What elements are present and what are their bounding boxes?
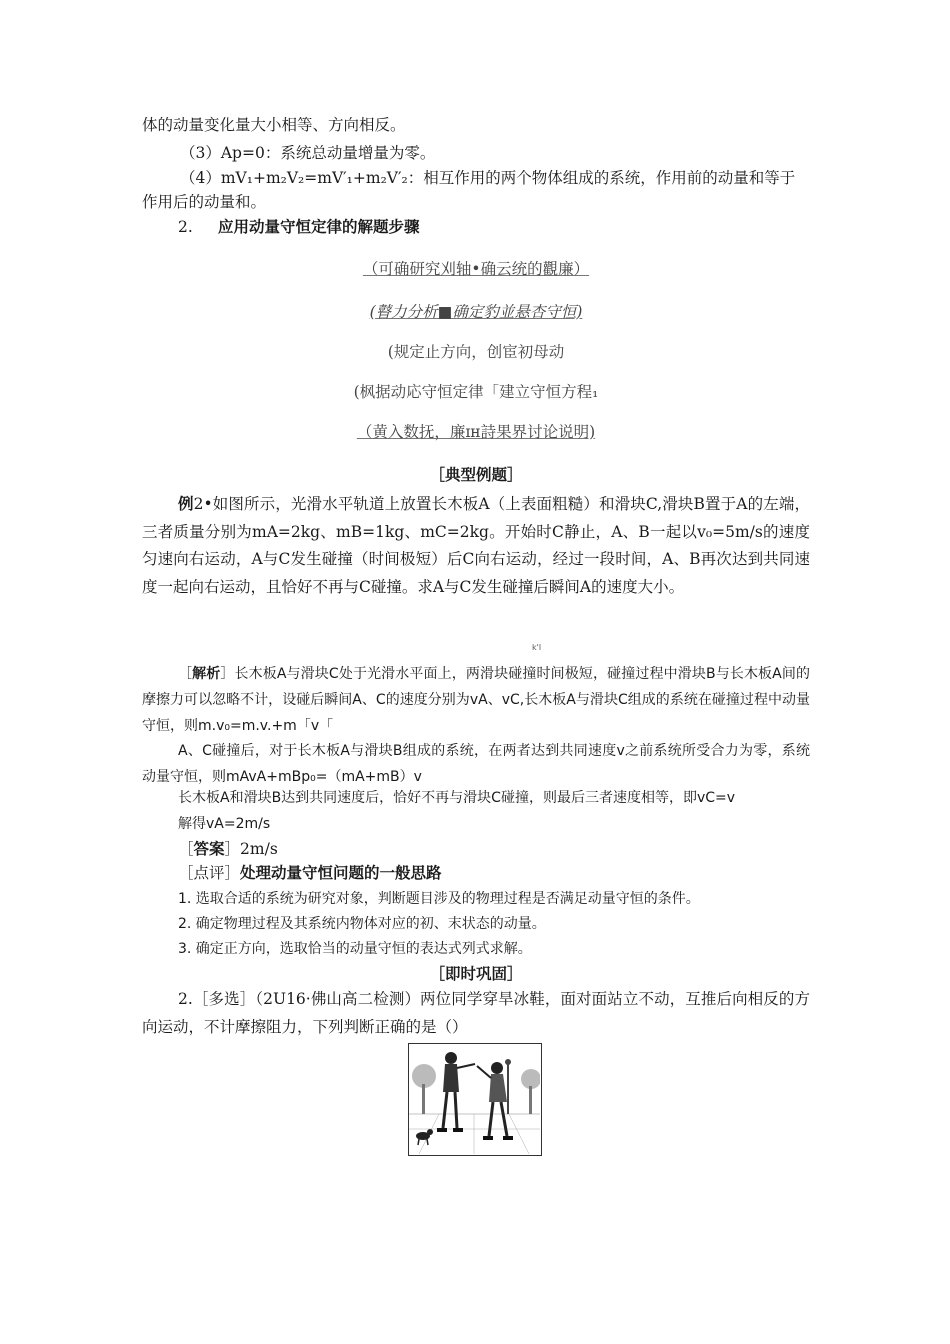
- answer-line: ［答案］2m/s: [178, 839, 278, 858]
- example-label: 例: [178, 494, 194, 513]
- comment-label: 点评: [193, 864, 225, 882]
- step-3-text: (规定止方向，创宦初母动: [387, 343, 565, 361]
- analysis-paragraph-3: 长木板A和滑块B达到共同速度后，恰好不再与滑块C碰撞，则最后三者速度相等，即vC=v: [178, 790, 736, 806]
- analysis-paragraph-2: A、C碰撞后，对于长木板A与滑块B组成的系统，在两者达到共同速度v之前系统所受合力为零，系统动量守恒，则mAvA+mBp₀=（mA+mB）v: [142, 743, 810, 785]
- example-heading: ［典型例题］: [429, 465, 523, 484]
- step-5: [142, 420, 810, 442]
- comment-line: ［点评］处理动量守恒问题的一般思路: [178, 863, 442, 882]
- stray-mark: k'l: [532, 643, 542, 652]
- analysis-result: 解得vA=2m/s: [178, 816, 271, 832]
- practice-heading: ［即时巩固］: [429, 964, 523, 983]
- analysis-label: 解析: [192, 666, 221, 682]
- text-line-4: 作用后的动量和。: [142, 193, 267, 211]
- text-line-2: （3）Ap=0：系统总动量增量为零。: [180, 144, 436, 162]
- section-heading: 应用动量守恒定律的解题步骤: [218, 217, 420, 236]
- step-3: [142, 340, 810, 362]
- text-line-3: （4）mV₁+m₂V₂=mV′₁+m₂V′₂：相互作用的两个物体组成的系统，作用前的动量和等于: [180, 169, 796, 187]
- step-2: [142, 300, 810, 322]
- text-line-1: 体的动量变化量大小相等、方向相反。: [142, 116, 406, 134]
- example-text: 2•如图所示，光滑水平轨道上放置长木板A（上表面粗糙）和滑块C,滑块B置于A的左端，三者质量分别为mA=2kg、mB=1kg、mC=2kg。开始时C静止，A、B一起以v₀=5m/s的速度匀速向右运动，A与C发生碰撞（时间极短）后C向右运动，经过一段时间，A、B再次达到共同速度一起向右运动，且恰好不再与C碰撞。求A与C发生碰撞后瞬间A的速度大小。: [142, 495, 810, 596]
- analysis-paragraph-1: ［解析］长木板A与滑块C处于光滑水平面上，两滑块碰撞时间极短，碰撞过程中滑块B与长木板A间的摩擦力可以忽略不计，设碰后瞬间A、C的速度分别为vA、vC,长木板A与滑块C组成的系统在碰撞过程中动量守恒，则m.v₀=m.v.+m「v「: [142, 666, 811, 734]
- comment-item-2: 2. 确定物理过程及其系统内物体对应的初、末状态的动量。: [178, 916, 546, 932]
- section-number: 2.: [178, 218, 193, 236]
- answer-value: 2m/s: [240, 840, 278, 858]
- comment-item-3: 3. 确定正方向，选取恰当的动量守恒的表达式列式求解。: [178, 941, 532, 957]
- step-5-text: （黄入数抚，廉ɪʜ詩果界讨论说明): [356, 423, 596, 441]
- skaters-illustration: [408, 1043, 542, 1156]
- step-4: [142, 380, 810, 402]
- skaters-drawing: [409, 1044, 540, 1154]
- step-4-text: (枫据动応守恒定律「建立守恒方程₁: [353, 383, 599, 401]
- analysis-text-1: 长木板A与滑块C处于光滑水平面上，两滑块碰撞时间极短，碰撞过程中滑块B与长木板A间的摩擦力可以忽略不计，设碰后瞬间A、C的速度分别为vA、vC,长木板A与滑块C组成的系统在碰撞过程中动量守恒，则m.v₀=m.v.+m「v「: [142, 666, 811, 734]
- answer-label: 答案: [193, 839, 225, 858]
- step-1-text: （可确研究刈轴•确云统的觀廉）: [362, 260, 590, 278]
- practice-question: 2.［多选］（2U16·佛山高二检测）两位同学穿旱冰鞋，面对面站立不动，互推后向相反的方向运动，不计摩擦阻力，下列判断正确的是（）: [142, 990, 810, 1036]
- comment-title: 处理动量守恒问题的一般思路: [240, 863, 442, 882]
- step-2-text: (瞽力分析■确定豹並悬杏守恒): [369, 303, 583, 321]
- example-paragraph: [142, 490, 810, 601]
- comment-item-1: 1. 选取合适的系统为研究对象，判断题目涉及的物理过程是否满足动量守恒的条件。: [178, 891, 700, 907]
- step-1: [142, 257, 810, 279]
